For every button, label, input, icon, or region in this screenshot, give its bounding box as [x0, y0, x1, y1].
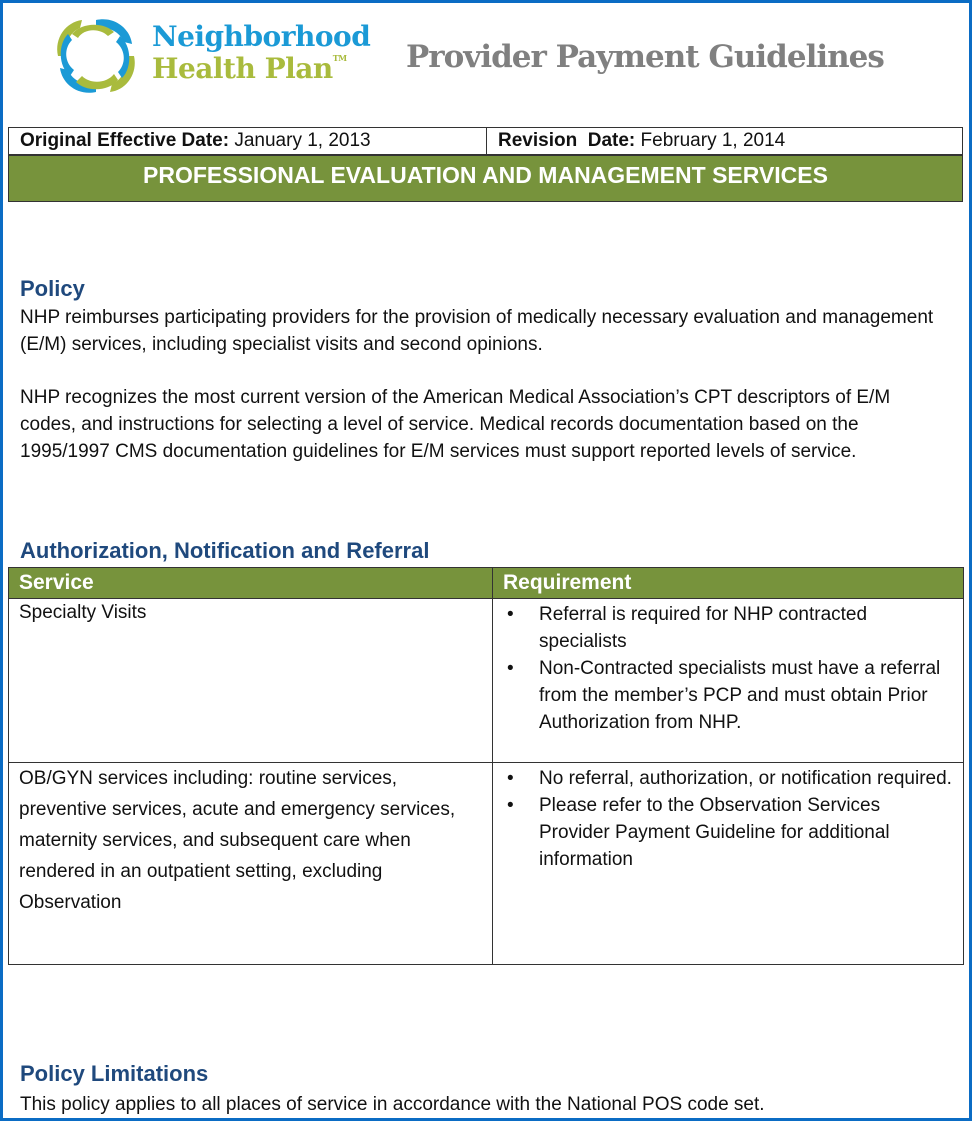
policy-paragraph: NHP recognizes the most current version of the American Medical Association’s CPT descriptors of E/M codes, and instructions for selecting a level of service. Medical records documentation based on the 1995/1997 CMS documentation guidelines for E/M services must support reported levels of service. — [20, 387, 891, 462]
policy-heading: Policy — [20, 276, 85, 301]
revision-date-label: Revision Date: — [498, 130, 636, 151]
table-row — [9, 763, 964, 965]
brand-name-text: Health Plan — [152, 52, 333, 85]
limitations-text: This policy applies to all places of service in accordance with the National POS code set. — [20, 1094, 765, 1115]
dates-row — [8, 127, 963, 155]
revision-date — [487, 128, 796, 154]
limitations-heading: Policy Limitations — [20, 1061, 209, 1086]
document-title: Provider Payment Guidelines — [406, 39, 884, 75]
column-header-service: Service — [9, 568, 493, 599]
requirement-item: • Referral is required for NHP contracted specialists — [539, 601, 953, 655]
requirement-item: • Please refer to the Observation Services Provider Payment Guideline for additional information — [539, 792, 953, 873]
column-header-requirement: Requirement — [493, 568, 964, 599]
authorization-heading: Authorization, Notification and Referral — [20, 538, 430, 563]
service-cell: OB/GYN services including: routine services, preventive services, acute and emergency services, maternity services, and subsequent care when rendered in an outpatient setting, excluding Observation — [9, 763, 493, 965]
brand-name-line1: Neighborhood — [152, 20, 371, 53]
nhp-logo-icon — [52, 14, 140, 98]
requirement-item: • Non-Contracted specialists must have a referral from the member’s PCP and must obtain Prior Authorization from NHP. — [539, 655, 953, 736]
table-row — [9, 599, 964, 763]
section-title: PROFESSIONAL EVALUATION AND MANAGEMENT SERVICES — [8, 155, 963, 202]
trademark: TM — [332, 53, 347, 63]
requirement-cell — [493, 763, 964, 965]
original-effective-date — [9, 128, 487, 154]
requirement-cell — [493, 599, 964, 763]
revision-date-value: February 1, 2014 — [640, 130, 786, 151]
original-date-value: January 1, 2013 — [234, 130, 371, 151]
authorization-table — [8, 567, 964, 965]
requirement-item: • No referral, authorization, or notification required. — [539, 765, 953, 792]
original-date-label: Original Effective Date: — [20, 130, 230, 151]
policy-paragraph: NHP reimburses participating providers for the provision of medically necessary evaluation and management (E/M) services, including specialist visits and second opinions. — [20, 307, 934, 355]
table-header-row — [9, 568, 964, 599]
service-cell: Specialty Visits — [9, 599, 493, 763]
brand-name-line2 — [152, 54, 347, 84]
